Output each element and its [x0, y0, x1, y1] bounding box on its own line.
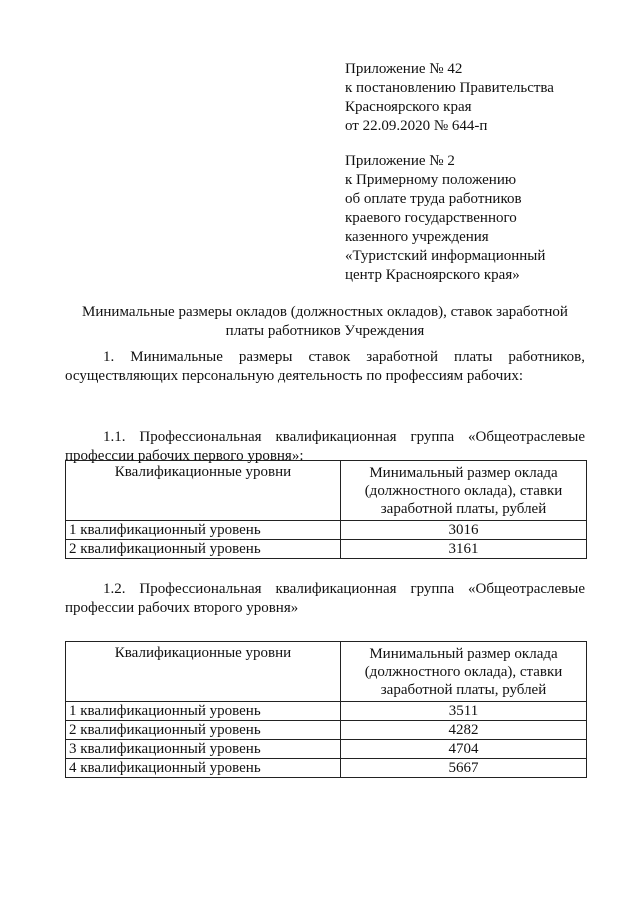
header-qualification-levels: Квалификационные уровни [66, 642, 341, 702]
header-line: (должностного оклада), ставки [364, 664, 563, 680]
salary-table-second-level [65, 641, 587, 778]
header-line: (должностного оклада), ставки [364, 483, 563, 499]
salary-amount: 4704 [341, 740, 587, 759]
table-row [66, 740, 587, 759]
appendix-main-line: от 22.09.2020 № 644-п [345, 118, 488, 134]
salary-amount: 3511 [341, 702, 587, 721]
appendix-main-line: к постановлению Правительства [345, 80, 554, 96]
appendix-sub-line: об оплате труда работников [345, 191, 522, 207]
header-line: заработной платы, рублей [380, 501, 547, 517]
salary-amount: 3161 [341, 540, 587, 559]
salary-amount: 5667 [341, 759, 587, 778]
table-row [66, 540, 587, 559]
salary-table-first-level [65, 460, 587, 559]
qualification-level: 2 квалификационный уровень [66, 721, 341, 740]
paragraph-line: 1.2. Профессиональная квалификационная группа «Общеотраслевые [103, 581, 585, 597]
qualification-level: 4 квалификационный уровень [66, 759, 341, 778]
table-row [66, 702, 587, 721]
header-minimum-salary [341, 642, 587, 702]
table-row [66, 521, 587, 540]
section-1-paragraph [65, 348, 585, 386]
qualification-level: 1 квалификационный уровень [66, 521, 341, 540]
table-row [66, 759, 587, 778]
salary-amount: 3016 [341, 521, 587, 540]
paragraph-line: осуществляющих персональную деятельность по профессиям рабочих: [65, 368, 524, 384]
appendix-sub-line: «Туристский информационный [345, 248, 546, 264]
qualification-level: 2 квалификационный уровень [66, 540, 341, 559]
table-header-row [66, 642, 587, 702]
table-header-row [66, 461, 587, 521]
appendix-main-line: Красноярского края [345, 99, 472, 115]
header-qualification-levels: Квалификационные уровни [66, 461, 341, 521]
header-line: Минимальный размер оклада [369, 465, 558, 481]
title-line: Минимальные размеры окладов (должностных окладов), ставок заработной [82, 304, 568, 320]
appendix-main-line: Приложение № 42 [345, 61, 463, 77]
paragraph-line: 1. Минимальные размеры ставок заработной платы работников, [103, 349, 585, 365]
paragraph-line: 1.1. Профессиональная квалификационная группа «Общеотраслевые [103, 429, 585, 445]
paragraph-line: профессии рабочих первого уровня»: [65, 448, 304, 464]
header-line: заработной платы, рублей [380, 682, 547, 698]
appendix-main-header [345, 60, 625, 136]
salary-amount: 4282 [341, 721, 587, 740]
appendix-sub-line: казенного учреждения [345, 229, 489, 245]
paragraph-line: профессии рабочих второго уровня» [65, 600, 299, 616]
qualification-level: 3 квалификационный уровень [66, 740, 341, 759]
appendix-sub-line: краевого государственного [345, 210, 517, 226]
qualification-level: 1 квалификационный уровень [66, 702, 341, 721]
section-1-2-paragraph [65, 580, 585, 618]
appendix-sub-header [345, 152, 625, 285]
document-title [65, 303, 585, 341]
header-minimum-salary [341, 461, 587, 521]
header-line: Минимальный размер оклада [369, 646, 558, 662]
title-line: платы работников Учреждения [225, 323, 425, 339]
appendix-sub-line: Приложение № 2 [345, 153, 455, 169]
appendix-sub-line: к Примерному положению [345, 172, 517, 188]
table-row [66, 721, 587, 740]
appendix-sub-line: центр Красноярского края» [345, 267, 520, 283]
